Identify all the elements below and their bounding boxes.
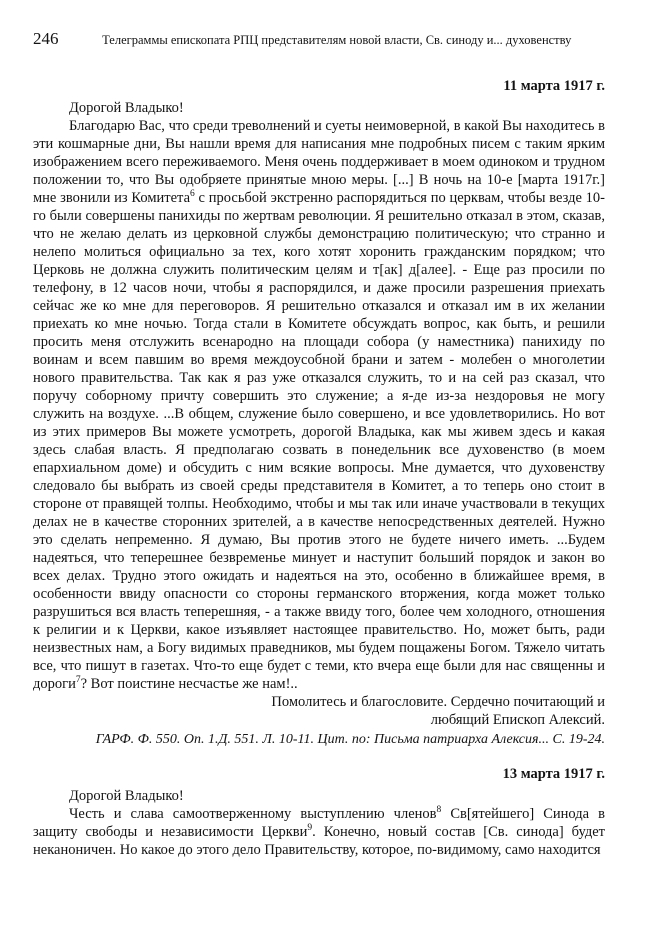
page-number: 246 — [33, 29, 59, 48]
letter-2-body: Честь и слава самоотверженному выступлению членов$^8$ Св[ятейшего] Синода в защиту свободы и независимости Церкви$^9$. Конечно, новый состав [Св. синода] будет неканоничен. Но какое до этого дело Правительству, которое, по-видимому, само находится — [33, 805, 605, 858]
footnote-reference: 7 — [75, 675, 81, 686]
letter-1-date: 11 марта 1917 г. — [503, 78, 605, 94]
letter-2 — [33, 765, 605, 859]
letter-1-salutation: Дорогой Владыко! — [69, 100, 184, 116]
letter-2-salutation: Дорогой Владыко! — [69, 788, 184, 804]
letter-1-body: Благодарю Вас, что среди треволнений и суеты неимоверной, в какой Вы находитесь в эти кошмарные дни, Вы нашли время для написания мне подробных писем с таким ярким изображением всего переживаемого. Меня очень поддерживает в моем одиноком и трудном положении то, что Вы одобряете принятые мною меры. [...] В ночь на 10-е [марта 1917г.] мне звонили из Комитета$^6$ с просьбой экстренно распорядиться по церквам, чтобы везде 10-го были совершены панихиды по жертвам революции. Я решительно отказал в этом, сказав, что не желаю делать из церковной службы демонстрацию политическую; что странно и нелепо молиться официально за тех, кого хотят хоронить гражданским порядком; что Церковь не должна служить политическим целям и т[ак] д[алее]. - Еще раз просили по телефону, в 12 часов ночи, чтобы я распорядился, и даже просили разрешения приехать сейчас же ко мне для переговоров. Я решительно отказался и отказал им в их желании приехать ко мне ночью. Тогда стали в Комитете обсуждать вопрос, как быть, и решили просить меня отслужить всенародно на площади собора (у наместника) панихиду по воинам и всем павшим во время междоусобной брани и затем - молебен о многолетии нового правительства. Так как я раз уже отказался служить, то и на сей раз сказал, что поручу соборному причту совершить это служение; а я-де из-за нездоровья не могу служить на воздухе. ...В общем, служение было совершено, и все удовлетворились. Но вот из этих примеров Вы можете усмотреть, дорогой Владыка, как мы живем здесь и какая здесь слабая власть. Я предполагаю созвать в понедельник все духовенство (в моем епархиальном доме) и обсудить с ним всякие вопросы. Мне думается, что духовенству следовало бы выбрать из своей среды представителя в Комитет, а то теперь оно стоит в стороне от правящей толпы. Необходимо, чтобы и мы так или иначе участвовали в текущих делах не в качестве сторонних зрителей, а в качестве непосредственных деятелей. Нужно это сделать непременно. Я думаю, Вы против этого не будете ничего иметь. ...Будем надеяться, что теперешнее безвременье минует и наступит больший порядок и закон во всех делах. Трудно этого ожидать и надеяться на это, особенно в ближайшее время, в особенности ввиду опасности со стороны германского вторжения, когда может только разрушиться вся власть теперешняя, - а также ввиду того, более чем холодного, отношения к религии и к Церкви, какое изъявляет настоящее правительство. Но, может быть, ради неизвестных нам, а Богу видимых праведников, мы будем пощажены Богом. Тяжело читать все, что пишут в газетах. Что-то еще будет с теми, кто вчера еще были для нас священны и дороги$^7$? Вот поистине несчастье же нам!.. — [33, 118, 605, 692]
footnote-reference: 8 — [436, 805, 442, 816]
footnote-reference: 9 — [307, 823, 313, 834]
running-title: Телеграммы епископата РПЦ представителям новой власти, Св. синоду и... духовенству — [102, 33, 572, 47]
letter-1-archival-citation: ГАРФ. Ф. 550. Оп. 1.Д. 551. Л. 10-11. Цит. по: Письма патриарха Алексия... С. 19-24. — [95, 732, 605, 747]
page-header — [33, 30, 605, 47]
letter-1-signature-line-1: Помолитесь и благословите. Сердечно почитающий и — [271, 694, 605, 710]
letter-2-date: 13 марта 1917 г. — [502, 766, 605, 782]
letter-1 — [33, 77, 605, 749]
footnote-reference: 6 — [190, 189, 195, 200]
page-body — [33, 77, 605, 859]
letter-1-signature-line-2: любящий Епископ Алексий. — [430, 712, 605, 728]
